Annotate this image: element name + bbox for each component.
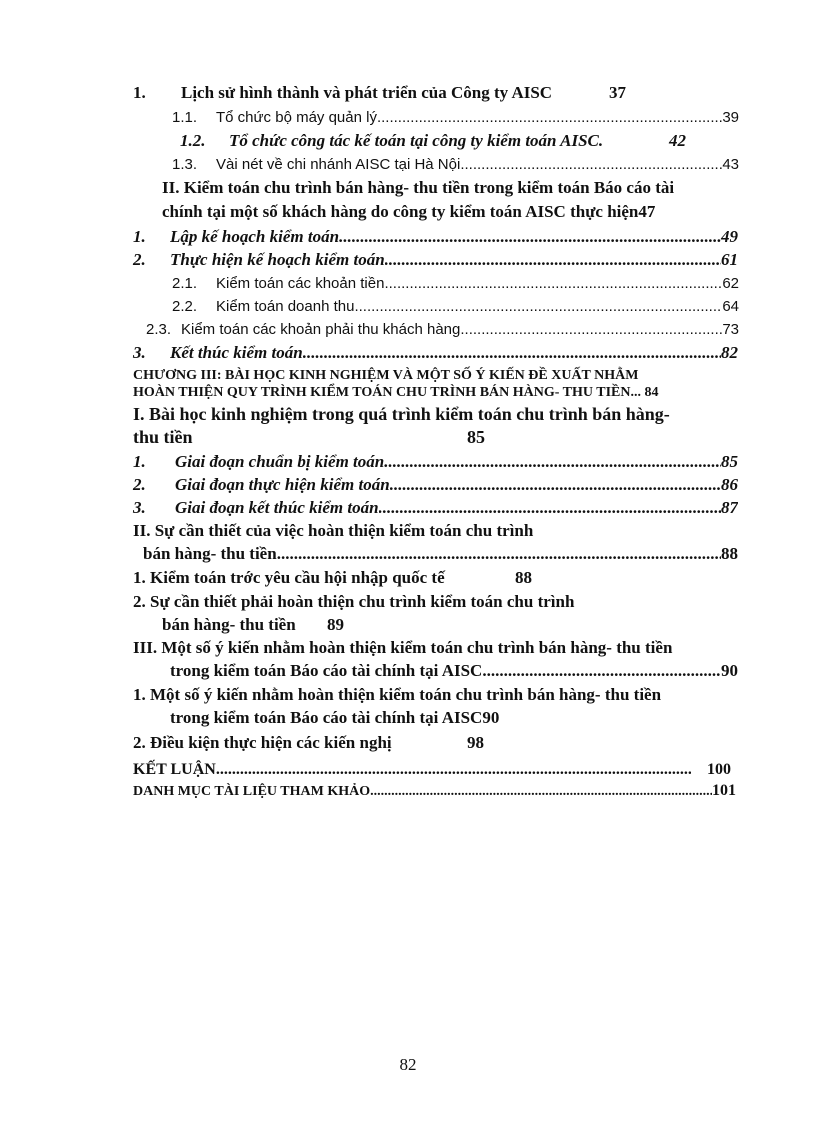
toc-title-line1: CHƯƠNG III: BÀI HỌC KINH NGHIỆM VÀ MỘT SỐ Ý KIẾN ĐỀ XUẤT NHẰM: [133, 368, 639, 383]
toc-title-line1: I. Bài học kinh nghiệm trong quá trình kiểm toán chu trình bán hàng-: [133, 404, 670, 424]
toc-title: Tổ chức công tác kế toán tại công ty kiểm toán AISC.: [229, 131, 604, 150]
toc-title-line1: 1. Một số ý kiến nhằm hoàn thiện kiểm toán chu trình bán hàng- thu tiền: [133, 685, 662, 704]
toc-number: 1.: [133, 227, 146, 246]
toc-leader: [277, 543, 721, 564]
toc-title: Kiểm toán các khoản phải thu khách hàng: [181, 321, 461, 338]
toc-title: Lập kế hoạch kiểm toán: [170, 227, 340, 246]
toc-leader: [339, 226, 721, 247]
toc-number: 1.: [133, 83, 146, 102]
toc-leader: [303, 342, 721, 363]
toc-title: DANH MỤC TÀI LIỆU THAM KHẢO: [133, 784, 371, 799]
toc-number: 1.3.: [172, 156, 198, 173]
toc-page: 82: [721, 343, 738, 362]
toc-number: 3.: [133, 498, 146, 517]
toc-leader: [370, 781, 712, 802]
toc-title: 2. Điều kiện thực hiện các kiến nghị: [133, 733, 392, 752]
toc-title-line2: bán hàng- thu tiền: [162, 615, 296, 634]
toc-number: 1.2.: [180, 131, 206, 150]
toc-title: KẾT LUẬN: [133, 761, 216, 778]
toc-title-line2: trong kiểm toán Báo cáo tài chính tại AISC: [170, 661, 483, 680]
toc-page: 100: [707, 761, 731, 778]
toc-number: 2.: [133, 475, 146, 494]
toc-title-line1: III. Một số ý kiến nhằm hoàn thiện kiểm toán chu trình bán hàng- thu tiền: [133, 638, 673, 657]
toc-title: Kiểm toán doanh thu: [216, 298, 355, 315]
toc-leader: [379, 497, 721, 518]
toc-page: 87: [721, 498, 738, 517]
toc-title: Tổ chức bộ máy quản lý: [216, 109, 377, 126]
toc-title: Giai đoạn chuẩn bị kiểm toán: [175, 452, 385, 471]
toc-leader: [390, 474, 721, 495]
toc-leader: [377, 107, 722, 128]
toc-number: 1.: [133, 452, 146, 471]
toc-title-line2: chính tại một số khách hàng do công ty kiểm toán AISC thực hiện47: [162, 202, 656, 221]
toc-page: 88: [721, 544, 738, 563]
toc-page: 64: [722, 298, 739, 315]
toc-page: 61: [721, 250, 738, 269]
toc-title: Vài nét về chi nhánh AISC tại Hà Nội: [216, 156, 461, 173]
toc-page: 37: [609, 83, 626, 102]
toc-number: 2.: [133, 250, 146, 269]
toc-page: 85: [721, 452, 738, 471]
toc-page: 39: [722, 109, 739, 126]
toc-number: 2.3.: [146, 321, 172, 338]
toc-page: 42: [669, 131, 686, 150]
toc-page: 73: [722, 321, 739, 338]
toc-leader: [482, 660, 721, 681]
toc-page: 89: [327, 615, 344, 634]
toc-leader: [354, 296, 722, 317]
toc-title: Giai đoạn thực hiện kiểm toán: [175, 475, 390, 494]
toc-title: Giai đoạn kết thúc kiểm toán: [175, 498, 379, 517]
page-number: 82: [399, 1055, 417, 1074]
toc-page: 101: [712, 782, 736, 799]
toc-leader: [460, 154, 722, 175]
toc-title-line2: trong kiểm toán Báo cáo tài chính tại AISC90: [170, 708, 500, 727]
toc-page: 90: [721, 661, 738, 680]
toc-title: Kết thúc kiểm toán: [170, 343, 303, 362]
toc-leader: [384, 451, 721, 472]
toc-title: Lịch sử hình thành và phát triển của Công ty AISC: [181, 83, 553, 102]
toc-title-line2: bán hàng- thu tiền: [143, 544, 277, 563]
toc-number: 1.1.: [172, 109, 198, 126]
toc-page: 43: [722, 156, 739, 173]
toc-page: 62: [722, 275, 739, 292]
toc-title: Thực hiện kế hoạch kiểm toán: [170, 250, 385, 269]
toc-number: 3.: [133, 343, 146, 362]
toc-title-line1: II. Kiểm toán chu trình bán hàng- thu tiền trong kiểm toán Báo cáo tài: [162, 178, 675, 197]
toc-title-line2: thu tiền: [133, 427, 193, 447]
toc-title-line1: 2. Sự cần thiết phải hoàn thiện chu trình kiểm toán chu trình: [133, 592, 575, 611]
toc-title-line2: HOÀN THIỆN QUY TRÌNH KIỂM TOÁN CHU TRÌNH BÁN HÀNG- THU TIỀN... 84: [133, 385, 659, 400]
toc-leader: [385, 249, 721, 270]
toc-title-line1: II. Sự cần thiết của việc hoàn thiện kiểm toán chu trình: [133, 521, 534, 540]
toc-leader: [216, 759, 691, 780]
toc-page: 86: [721, 475, 738, 494]
toc-number: 2.1.: [172, 275, 198, 292]
toc-title: Kiểm toán các khoản tiền: [216, 275, 385, 292]
toc-page: 49: [721, 227, 738, 246]
toc-title: 1. Kiểm toán trớc yêu cầu hội nhập quốc tế: [133, 568, 445, 587]
toc-page: 85: [467, 427, 485, 447]
toc-page: 98: [467, 733, 484, 752]
toc-leader: [384, 273, 722, 294]
toc-leader: [460, 319, 722, 340]
toc-page: 88: [515, 568, 532, 587]
toc-number: 2.2.: [172, 298, 198, 315]
